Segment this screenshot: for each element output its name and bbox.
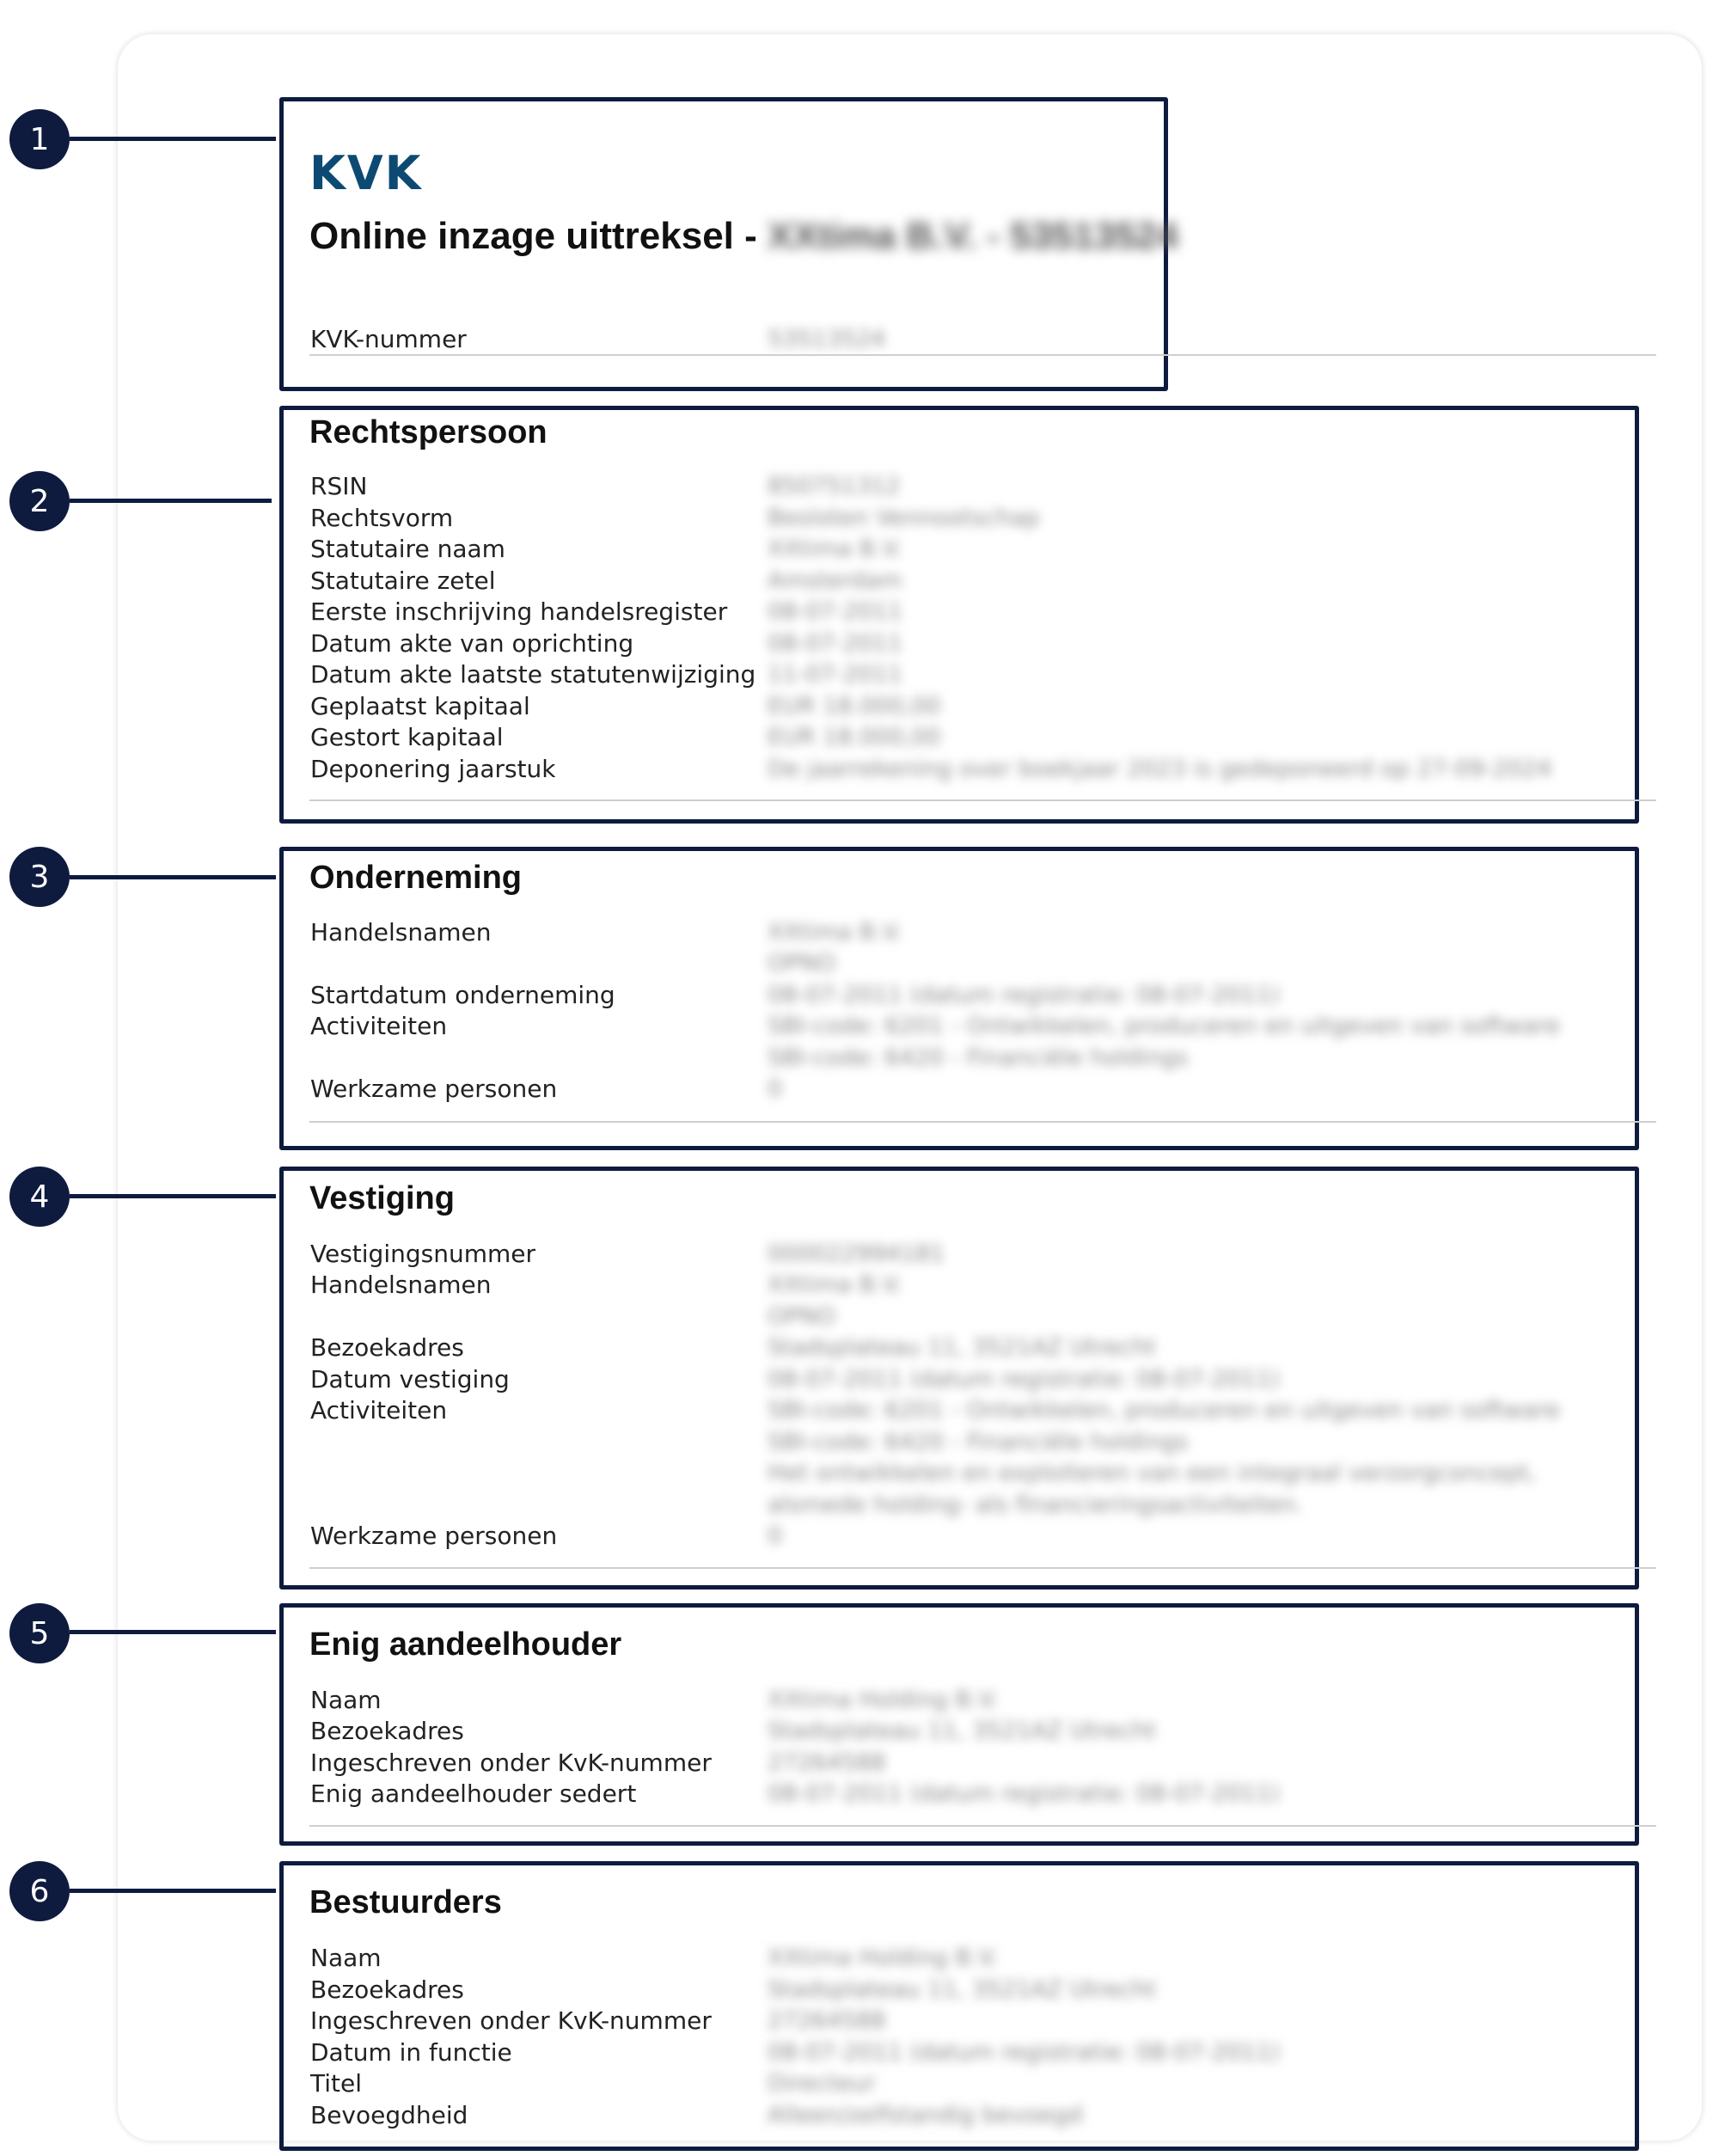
field-value: 0	[768, 1522, 783, 1549]
field-label: Datum akte laatste statutenwijziging	[310, 660, 756, 689]
field-label: Enig aandeelhouder sedert	[310, 1779, 637, 1808]
callout-line-5	[70, 1630, 276, 1634]
section-title-vestiging: Vestiging	[309, 1180, 455, 1216]
field-label: Datum in functie	[310, 2038, 512, 2067]
kvk-number-value: 53513524	[768, 326, 886, 352]
field-label: Statutaire naam	[310, 535, 505, 563]
divider	[309, 1567, 1656, 1569]
field-value: SBI-code: 6420 - Financiële holdings	[768, 1429, 1189, 1455]
section-title-rechtspersoon: Rechtspersoon	[309, 414, 548, 450]
field-value: XXtima Holding B.V.	[768, 1945, 999, 1971]
field-label: Datum akte van oprichting	[310, 629, 634, 658]
field-value: 000022994181	[768, 1240, 945, 1267]
callout-marker-3: 3	[9, 847, 70, 907]
divider	[309, 799, 1656, 801]
field-value: OPNO	[768, 1303, 835, 1330]
field-label: Titel	[310, 2069, 363, 2098]
field-label: Naam	[310, 1944, 382, 1972]
field-value: SBI-code: 6201 - Ontwikkelen, produceren en uitgeven van software	[768, 1397, 1561, 1424]
field-value: alsmede holding- als financieringsactiviteiten.	[768, 1491, 1303, 1518]
field-label: Werkzame personen	[310, 1522, 558, 1550]
field-value: 27264588	[768, 2007, 886, 2034]
field-label: Ingeschreven onder KvK-nummer	[310, 2006, 712, 2035]
page-title-text: Online inzage uittreksel -	[309, 215, 757, 257]
field-value: 0	[768, 1075, 783, 1102]
field-value: XXtima B.V.	[768, 1271, 903, 1298]
field-value: Besloten Vennootschap	[768, 505, 1040, 531]
field-label: Startdatum onderneming	[310, 981, 615, 1009]
field-label: Geplaatst kapitaal	[310, 692, 530, 720]
callout-marker-6: 6	[9, 1861, 70, 1921]
section-title-bestuurders: Bestuurders	[309, 1884, 502, 1920]
kvk-number-label: KVK-nummer	[310, 325, 467, 353]
section-title-onderneming: Onderneming	[309, 860, 523, 896]
field-value: 08-07-2011 (datum registratie: 08-07-2011)	[768, 982, 1281, 1008]
callout-marker-5: 5	[9, 1603, 70, 1663]
field-value: Het ontwikkelen en exploiteren van een integraal verzorgconcept,	[768, 1460, 1537, 1486]
field-value: Directeur	[768, 2070, 876, 2097]
field-label: Datum vestiging	[310, 1365, 510, 1393]
callout-line-4	[70, 1194, 276, 1198]
field-value: OPNO	[768, 950, 835, 977]
divider	[309, 1825, 1656, 1827]
field-label: Statutaire zetel	[310, 567, 496, 595]
field-label: Werkzame personen	[310, 1075, 558, 1103]
field-value: Amsterdam	[768, 567, 902, 594]
field-label: Handelsnamen	[310, 1271, 492, 1299]
callout-line-3	[70, 875, 276, 879]
field-value: 850751312	[768, 473, 901, 499]
field-value: 08-07-2011	[768, 598, 902, 625]
kvk-logo: KVK	[309, 146, 423, 200]
field-label: Ingeschreven onder KvK-nummer	[310, 1749, 712, 1777]
field-label: Naam	[310, 1686, 382, 1714]
field-value: 27264588	[768, 1749, 886, 1776]
field-label: Eerste inschrijving handelsregister	[310, 597, 728, 626]
field-label: Bevoegdheid	[310, 2101, 468, 2129]
field-label: Activiteiten	[310, 1012, 448, 1040]
callout-line-1	[70, 137, 276, 141]
field-value: XXtima Holding B.V.	[768, 1687, 999, 1713]
field-label: Rechtsvorm	[310, 504, 454, 532]
divider	[309, 1121, 1656, 1123]
field-value: 08-07-2011	[768, 630, 902, 657]
callout-marker-1: 1	[9, 109, 70, 169]
field-value: Stadsplateau 11, 3521AZ Utrecht	[768, 1334, 1156, 1361]
field-value: SBI-code: 6420 - Financiële holdings	[768, 1044, 1189, 1071]
section-title-enig-aandeelhouder: Enig aandeelhouder	[309, 1626, 622, 1663]
page-title	[309, 215, 1178, 258]
field-value: 08-07-2011 (datum registratie: 08-07-2011)	[768, 2039, 1281, 2066]
divider	[309, 354, 1656, 356]
field-value: 08-07-2011 (datum registratie: 08-07-2011)	[768, 1780, 1281, 1807]
page-title-subject: XXtima B.V. - 53513524	[768, 215, 1178, 257]
field-label: Deponering jaarstuk	[310, 755, 556, 783]
field-label: Bezoekadres	[310, 1717, 464, 1745]
field-value: Stadsplateau 11, 3521AZ Utrecht	[768, 1976, 1156, 2003]
field-label: Activiteiten	[310, 1396, 448, 1424]
field-value: Stadsplateau 11, 3521AZ Utrecht	[768, 1718, 1156, 1744]
field-label: Bezoekadres	[310, 1333, 464, 1362]
callout-marker-2: 2	[9, 471, 70, 531]
callout-marker-4: 4	[9, 1167, 70, 1227]
field-value: EUR 18.000,00	[768, 693, 941, 720]
field-value: XXtima B.V.	[768, 536, 903, 562]
field-value: De jaarrekening over boekjaar 2023 is gedeponeerd op 27-09-2024	[768, 756, 1552, 782]
field-label: Gestort kapitaal	[310, 723, 504, 751]
field-value: XXtima B.V.	[768, 919, 903, 946]
field-value: 11-07-2011	[768, 661, 902, 688]
field-label: Handelsnamen	[310, 918, 492, 946]
field-label: RSIN	[310, 472, 368, 500]
callout-line-2	[70, 499, 272, 503]
field-value: SBI-code: 6201 - Ontwikkelen, produceren en uitgeven van software	[768, 1013, 1561, 1039]
field-value: 08-07-2011 (datum registratie: 08-07-2011)	[768, 1366, 1281, 1393]
field-label: Bezoekadres	[310, 1975, 464, 2004]
callout-line-6	[70, 1889, 276, 1893]
field-value: Alleen/zelfstandig bevoegd	[768, 2102, 1083, 2128]
field-value: EUR 18.000,00	[768, 724, 941, 750]
field-label: Vestigingsnummer	[310, 1240, 535, 1268]
